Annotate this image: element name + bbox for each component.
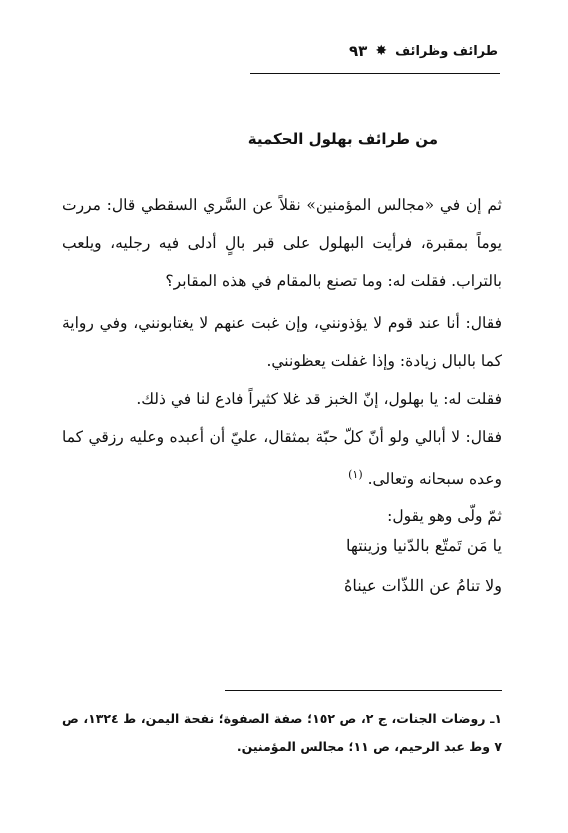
poem-verse: ولا تنامُ عن اللذّات عيناهُ (344, 576, 502, 595)
running-header (349, 42, 498, 60)
footnote-divider (225, 690, 502, 691)
book-title: طرائف وظرائف (395, 43, 498, 59)
paragraph (62, 418, 502, 498)
footnote: ١ـ روضات الجنات، ج ٢، ص ١٥٢؛ صفة الصفوة؛ نفحة اليمن، ط ١٣٢٤، ص ٧ وط عبد الرحيم، ص ١١؛ مجالس المؤمنين. (62, 711, 502, 754)
paragraph: ثم إن في «مجالس المؤمنين» نقلاً عن السَّري السقطي قال: مررت يوماً بمقبرة، فرأيت البهلول على قبر بالٍ أدلى فيه رجليه، ويلعب بالتراب. فقلت له: وما تصنع بالمقام في هذه المقابر؟ (62, 196, 502, 290)
poem-verse: يا مَن تَمتّع بالدّنيا وزينتها (345, 536, 502, 555)
paragraph-text: فقال: لا أبالي ولو أنّ كلّ حبّة بمثقال، عليّ أن أعبده وعليه رزقي كما وعده سبحانه وتعالى. (62, 428, 502, 489)
section-title: من طرائف بهلول الحكمية (247, 130, 438, 148)
footnote-reference: (١) (348, 468, 363, 481)
paragraph: ثمّ ولّى وهو يقول: (387, 507, 502, 525)
header-divider (250, 73, 500, 74)
star-ornament-icon: ✸ (375, 43, 388, 59)
paragraph: فقلت له: يا بهلول، إنّ الخبز قد غلا كثيراً فادع لنا في ذلك. (136, 390, 502, 408)
paragraph: فقال: أنا عند قوم لا يؤذونني، وإن غبت عنهم لا يغتابونني، وفي رواية كما بالبال زيادة: وإذا غفلت يعظونني. (62, 314, 502, 370)
page-number: ٩٣ (349, 42, 368, 60)
